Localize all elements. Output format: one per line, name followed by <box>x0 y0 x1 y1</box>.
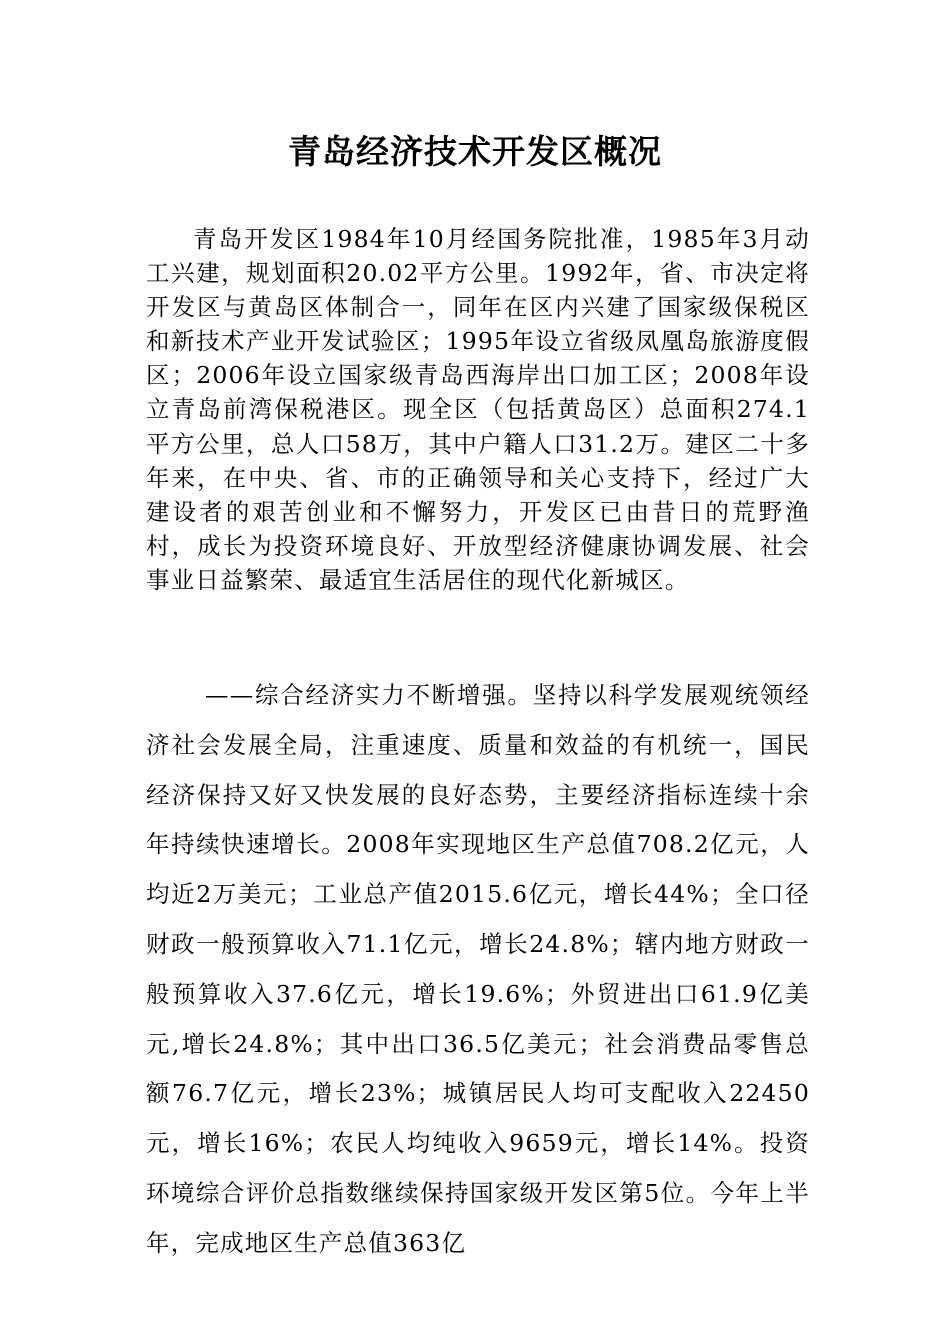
paragraph-overview: 青岛开发区1984年10月经国务院批准，1985年3月动工兴建，规划面积20.02平方公里。1992年，省、市决定将开发区与黄岛区体制合一，同年在区内兴建了国家级保税区和新技术产业开发试验区；1995年设立省级凤凰岛旅游度假区；2006年设立国家级青岛西海岸出口加工区；2008年设立青岛前湾保税港区。现全区（包括黄岛区）总面积274.1平方公里，总人口58万，其中户籍人口31.2万。建区二十多年来，在中央、省、市的正确领导和关心支持下，经过广大建设者的艰苦创业和不懈努力，开发区已由昔日的荒野渔村，成长为投资环境良好、开放型经济健康协调发展、社会事业日益繁荣、最适宜生活居住的现代化新城区。 <box>146 225 810 594</box>
paragraph-economic-strength: ——综合经济实力不断增强。坚持以科学发展观统领经济社会发展全局，注重速度、质量和效益的有机统一，国民经济保持又好又快发展的良好态势，主要经济指标连续十余年持续快速增长。2008年实现地区生产总值708.2亿元，人均近2万美元；工业总产值2015.6亿元，增长44%；全口径财政一般预算收入71.1亿元，增长24.8%；辖内地方财政一般预算收入37.6亿元，增长19.6%；外贸进出口61.9亿美元,增长24.8%；其中出口36.5亿美元；社会消费品零售总额76.7亿元，增长23%；城镇居民人均可支配收入22450元，增长16%；农民人均纯收入9659元，增长14%。投资环境综合评价总指数继续保持国家级开发区第5位。今年上半年，完成地区生产总值363亿 <box>146 681 810 1257</box>
document-title: 青岛经济技术开发区概况 <box>288 132 662 171</box>
